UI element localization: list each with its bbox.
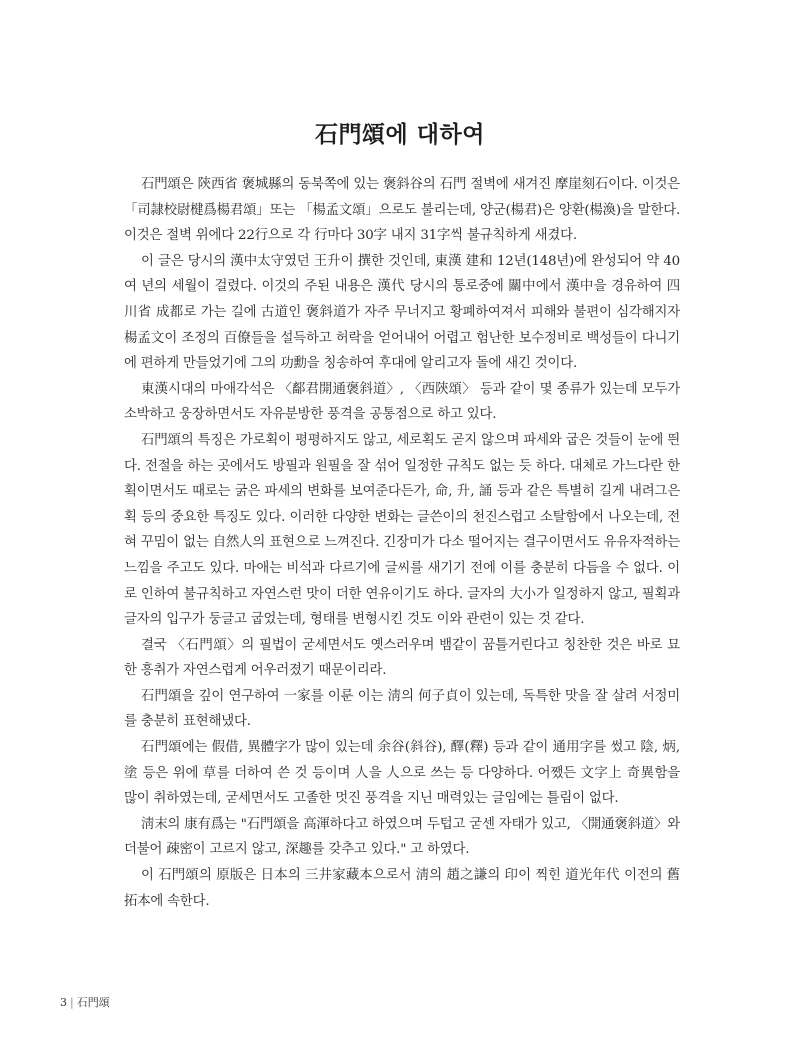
- page-number: 3: [60, 996, 67, 1009]
- body-text: [124, 172, 680, 914]
- paragraph-8: 淸末의 康有爲는 "石門頌을 高渾하다고 하였으며 두텁고 굳센 자태가 있고, 〈開通褒斜道〉와 더불어 疎密이 고르지 않고, 深趣를 갖추고 있다." 고 하였다.: [124, 816, 680, 858]
- book-title: 石門頌: [76, 996, 110, 1009]
- page-title: 石門頌에 대하여: [315, 122, 485, 148]
- paragraph-4: 石門頌의 특징은 가로획이 평평하지도 않고, 세로획도 곧지 않으며 파세와 굽은 것들이 눈에 띈다. 전절을 하는 곳에서도 방필과 원필을 잘 섞어 일정한 규칙도 없는 듯 하다. 대체로 가느다란 한 획이면서도 때로는 굵은 파세의 변화를 보여준다든가, 命, 升, 誦 등과 같은 특별히 길게 내려그은 획 등의 중요한 특징도 있다. 이러한 다양한 변화는 글쓴이의 천진스럽고 소탈함에서 나오는데, 전혀 꾸밈이 없는 自然人의 표현으로 느껴진다. 긴장미가 다소 떨어지는 결구이면서도 유유자적하는 느낌을 주고도 있다. 마애는 비석과 다르기에 글씨를 새기기 전에 이를 충분히 다듬을 수 없다. 이로 인하여 불규칙하고 자연스런 맛이 더한 연유이기도 하다. 글자의 大小가 일정하지 않고, 필획과 글자의 입구가 둥글고 굽었는데, 형태를 변형시킨 것도 이와 관련이 있는 것 같다.: [124, 432, 680, 628]
- paragraph-2: 이 글은 당시의 漢中太守였던 王升이 撰한 것인데, 東漢 建和 12년(148년)에 완성되어 약 40여 년의 세월이 걸렸다. 이것의 주된 내용은 漢代 당시의 통로중에 關中에서 漢中을 경유하여 四川省 成都로 가는 길에 古道인 褒斜道가 자주 무너지고 황폐하여져서 피해와 불편이 심각해지자 楊孟文이 조정의 百僚들을 설득하고 허락을 얻어내어 어렵고 험난한 보수정비로 백성들이 다니기에 편하게 만들었기에 그의 功勳을 칭송하여 후대에 알리고자 돌에 새긴 것이다.: [124, 253, 680, 372]
- paragraph-5: 결국 〈石門頌〉의 필법이 굳세면서도 옛스러우며 뱀같이 꿈틀거린다고 칭찬한 것은 바로 묘한 흥취가 자연스럽게 어우러졌기 때문이리라.: [124, 637, 680, 679]
- paragraph-1: 石門頌은 陝西省 褒城縣의 동북쪽에 있는 褒斜谷의 石門 절벽에 새겨진 摩崖刻石이다. 이것은 「司隷校尉楗爲楊君頌」또는 「楊孟文頌」으로도 불리는데, 양군(楊君)은 양환(楊渙)을 말한다. 이것은 절벽 위에다 22行으로 각 行마다 30字 내지 31字씩 불규칙하게 새겼다.: [124, 177, 680, 244]
- paragraph-6: 石門頌을 깊이 연구하여 一家를 이룬 이는 淸의 何子貞이 있는데, 독특한 맛을 잘 살려 서정미를 충분히 표현해냈다.: [124, 688, 680, 730]
- page-footer: [60, 994, 110, 1010]
- paragraph-3: 東漢시대의 마애각석은 〈鄐君開通褒斜道〉, 〈西陝頌〉 등과 같이 몇 종류가 있는데 모두가 소박하고 웅장하면서도 자유분방한 풍격을 공통점으로 하고 있다.: [124, 381, 680, 423]
- paragraph-9: 이 石門頌의 原版은 日本의 三井家藏本으로서 淸의 趙之謙의 印이 찍힌 道光年代 이전의 舊拓本에 속한다.: [124, 868, 680, 909]
- footer-separator: |: [70, 996, 74, 1009]
- paragraph-7: 石門頌에는 假借, 異體字가 많이 있는데 余谷(斜谷), 醳(釋) 등과 같이 通用字를 썼고 陰, 炳, 塗 등은 위에 草를 더하여 쓴 것 등이며 人을 人으로 쓰는 등 다양하다. 어쨌든 文字上 奇異함을 많이 취하였는데, 굳세면서도 고졸한 멋진 풍격을 지닌 매력있는 글임에는 틀림이 없다.: [124, 740, 680, 807]
